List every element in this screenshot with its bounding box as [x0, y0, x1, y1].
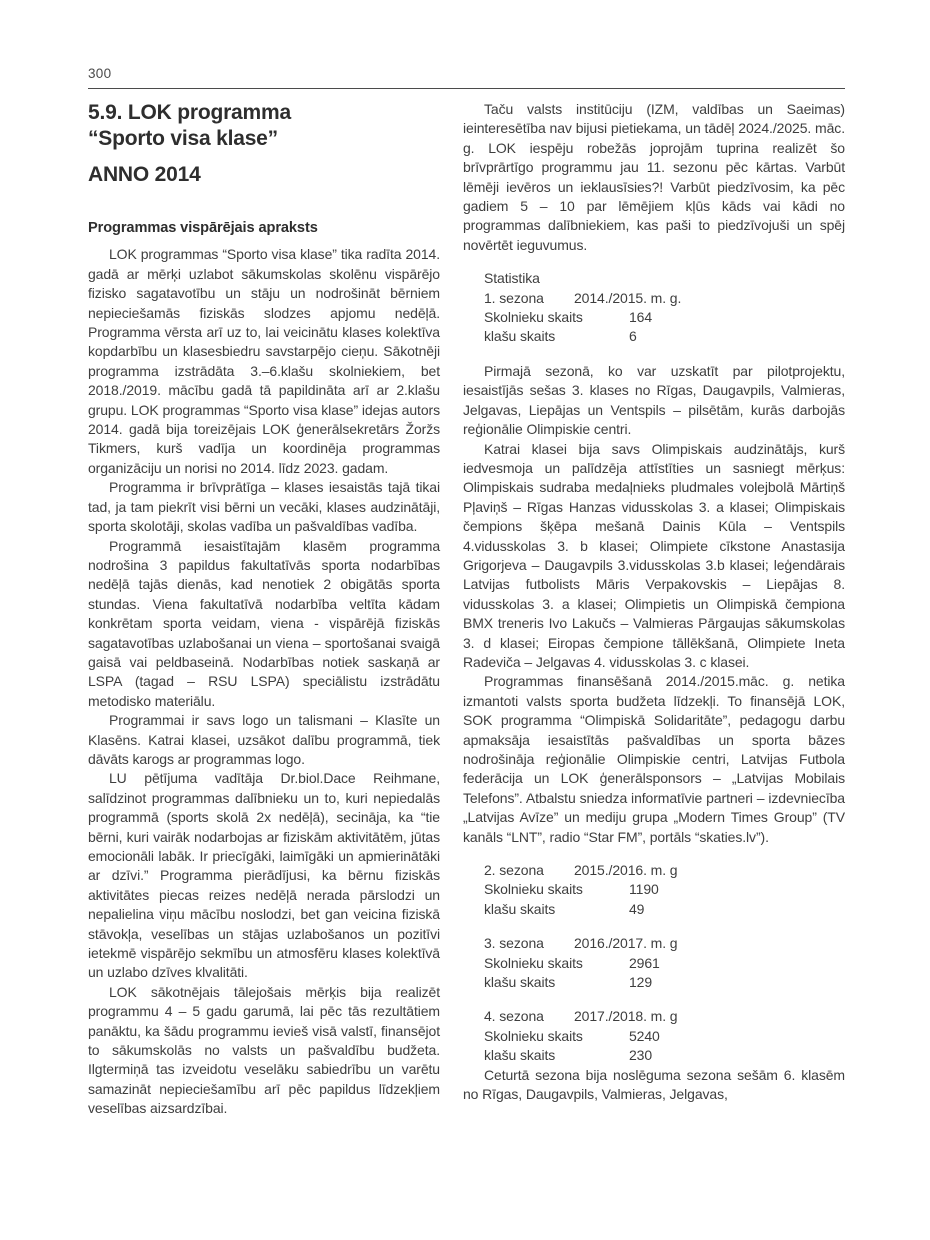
article-title-line-1: 5.9. LOK programma [88, 101, 291, 124]
stat-value: 2014./2015. m. g. [574, 289, 682, 306]
stat-value: 1190 [629, 881, 659, 898]
stat-label: Skolnieku skaits [484, 1027, 583, 1044]
stat-value: 129 [629, 974, 653, 991]
stat-row-season [484, 289, 845, 308]
stat-value: 6 [629, 328, 637, 345]
paragraph-left-1: LOK programmas “Sporto visa klase” tika radīta 2014. gadā ar mērķi uzlabot sākumskolas skolēnu vispārējo fizisko sagatavotību un stāju un nodrošināt bērniem nepieciešamās fiziskās slodzes apjomu nedēļā. Programma vērsta arī uz to, lai veicinātu klases kolektīva kopdarbību un klasesbiedru savstarpējo cieņu. Sākotnēji programma izstrādāta 3.–6.klašu skolniekiem, bet 2018./2019. mācību gadā tā papildināta arī ar 2.klašu grupu. LOK programmas “Sporto visa klase” idejas autors 2014. gadā bija toreizējais LOK ģenerālsekretārs Žoržs Tikmers, kurš vadīja un koordinēja programmas organizāciju un norisi no 2014. līdz 2023. gadam. [88, 246, 440, 476]
statistics-block-season-4 [484, 1007, 845, 1065]
right-column [463, 100, 845, 1105]
section-heading: Programmas vispārējais apraksts [88, 220, 318, 236]
page-number: 300 [88, 66, 112, 81]
paragraph-right-2: Katrai klasei bija savs Olimpiskais audzinātājs, kurš iedvesmoja un palīdzēja attīstīties un sasniegt mērķus: Olimpiskais sudraba medaļnieks pludmales volejbolā Mārtiņš Pļaviņš – Rīgas Hanzas vidusskolas 3. a klasei; Olimpiskais čempions šķēpa mešanā Dainis Kūla – Ventspils 4.vidusskolas 3. b klasei; Olimpiete cīkstone Anastasija Grigorjeva – Daugavpils 3.vidusskolas 3.b klasei; leģendārais Latvijas futbolists Māris Verpakovskis – Liepājas 8. vidusskolas 3. a klasei; Olimpietis un Olimpiskā čempiona BMX treneris Ivo Lakučs – Valmieras Pārgaujas sākumskolas 3. d klasei; Eiropas čempione tāllēkšanā, Olimpiete Ineta Radeviča – Jelgavas 4. vidusskolas 3. c klasei. [463, 440, 845, 670]
article-title-line-3: ANNO 2014 [88, 163, 201, 186]
paragraph-right-closing: Ceturtā sezona bija noslēguma sezona sešām 6. klasēm no Rīgas, Daugavpils, Valmieras, Jelgavas, [463, 1066, 845, 1103]
stat-label: klašu skaits [484, 328, 556, 345]
stat-row-season [484, 861, 845, 880]
stat-row-students [484, 880, 845, 899]
stat-label: 1. sezona [484, 289, 544, 306]
statistics-block-season-2 [484, 861, 845, 919]
article-title-line-2: “Sporto visa klase” [88, 127, 278, 150]
stat-value: 230 [629, 1047, 653, 1064]
stat-value: 2016./2017. m. g [574, 935, 678, 952]
stat-value: 5240 [629, 1027, 660, 1044]
stat-label: klašu skaits [484, 974, 556, 991]
stat-row-classes [484, 900, 845, 919]
stat-label: klašu skaits [484, 900, 556, 917]
stat-label: klašu skaits [484, 1047, 556, 1064]
stat-label: 4. sezona [484, 1008, 544, 1025]
stat-label: Skolnieku skaits [484, 954, 583, 971]
stat-label: Skolnieku skaits [484, 309, 583, 326]
stat-row-classes [484, 327, 845, 346]
stat-value: 164 [629, 309, 653, 326]
statistics-block-season-3 [484, 934, 845, 992]
left-column [88, 100, 440, 1119]
stat-row-classes [484, 1046, 845, 1065]
paragraph-left-5: LU pētījuma vadītāja Dr.biol.Dace Reihmane, salīdzinot programmas dalībnieku un to, kuri nepiedalās programmā (sports skolā 2x nedēļā), secināja, ka “tie bērni, kuri vairāk nodarbojas ar fiziskām aktivitātēm, jūtas emocionāli labāk. Ir priecīgāki, laimīgāki un apmierinātāki ar dzīvi.” Programma pierādījusi, ka bērnu fiziskās aktivitātes piecas reizes nedēļā nerada pārslodzi un nepalielina viņu mācību noslodzi, bet gan veicina fiziskā stāvokļa, veselības un stājas uzlabošanos un pozitīvi ietekmē vispārējo sekmību un atmosfēru klases kolektīvā un uzlabo dzīves klvalitāti. [88, 770, 440, 981]
paragraph-left-2: Programma ir brīvprātīga – klases iesaistās tajā tikai tad, ja tam piekrīt visi bērni un vecāki, klases audzinātāji, sporta skolotāji, skolas vadība un pašvaldības vadība. [88, 479, 440, 535]
stat-value: 2961 [629, 954, 660, 971]
paragraph-right-3: Programmas finansēšanā 2014./2015.māc. g. netika izmantoti valsts sporta budžeta līdzekļi. To finansējā LOK, SOK programma “Olimpiskā Solidaritāte”, pedagogu darbu apmaksāja iesaistītās pašvaldības un sporta bāzes nodrošināja reģionālie Olimpiskie centri, Latvijas Futbola federācija un LOK ģenerālsponsors – „Latvijas Mobilais Telefons”. Atbalstu sniedza informatīvie partneri – izdevniecība „Latvijas Avīze” un mediju grupa „Modern Times Group” (TV kanāls “LNT”, radio “Star FM”, portāls “skaties.lv”). [463, 673, 845, 845]
stat-value: 49 [629, 900, 645, 917]
stat-row-classes [484, 973, 845, 992]
stat-label: 3. sezona [484, 935, 544, 952]
paragraph-left-6: LOK sākotnējais tālejošais mērķis bija realizēt programmu 4 – 5 gadu garumā, lai pēc tās rezultātiem panāktu, ka šādu programmu ievieš visā valstī, finansējot to sākumskolās no valsts un pašvaldību budžeta. Ilgtermiņā tas izveidotu veselāku sabiedrību un varētu samazināt nepieciešamību arī pēc papildus līdzekļiem veselības aizsardzībai. [88, 983, 440, 1117]
paragraph-left-3: Programmā iesaistītajām klasēm programma nodrošina 3 papildus fakultatīvās sporta nodarbības nedēļā tajās dienās, kad nenotiek 2 obigātās sporta stundas. Viena fakultatīvā nodarbība veltīta kādam konkrētam sporta veidam, viena - vispārējā fiziskās sagatavotības uzlabošanai un viena – sportošanai svaigā gaisā vai peldbaseinā. Nodarbības notiek saskaņā ar LSPA (tagad – RSU LSPA) speciālistu izstrādātu metodisko materiālu. [88, 537, 440, 709]
paragraph-right-intro: Taču valsts institūciju (IZM, valdības un Saeimas) ieinteresētība nav bijusi pietiekama, un tādēļ 2024./2025. māc. g. LOK iespēju robežās joprojām tuprina realizēt šo brīvprārtīgo programmu jau 11. sezonu pēc kārtas. Varbūt lēmēji ievēros un ieklausīsies?! Varbūt piedzīvosim, ka pēc gadiem 5 – 10 par lēmējiem kļūs kāds vai kādi no programmas dalībniekiem, kas paši to piedzīvojuši un spēj novērtēt ieguvumus. [463, 101, 845, 253]
stat-value: 2017./2018. m. g [574, 1008, 678, 1025]
stat-row-students [484, 954, 845, 973]
statistics-block-season-1 [484, 269, 845, 347]
header-rule [88, 88, 845, 89]
stat-row-students [484, 308, 845, 327]
stat-label: 2. sezona [484, 862, 544, 879]
stat-label: Skolnieku skaits [484, 881, 583, 898]
paragraph-right-1: Pirmajā sezonā, ko var uzskatīt par pilotprojektu, iesaistījās sešas 3. klases no Rīgas, Daugavpils, Valmieras, Jelgavas, Liepājas un Ventspils – pilsētām, kurās darbojās reģionālie Olimpiskie centri. [463, 362, 845, 438]
stat-row-season [484, 1007, 845, 1026]
stat-row-students [484, 1027, 845, 1046]
stat-value: 2015./2016. m. g [574, 862, 678, 879]
paragraph-left-4: Programmai ir savs logo un talismani – Klasīte un Klasēns. Katrai klasei, uzsākot dalību programmā, tiek dāvāts karogs ar programmas logo. [88, 712, 440, 767]
statistics-title: Statistika [484, 270, 540, 287]
stat-row-season [484, 934, 845, 953]
